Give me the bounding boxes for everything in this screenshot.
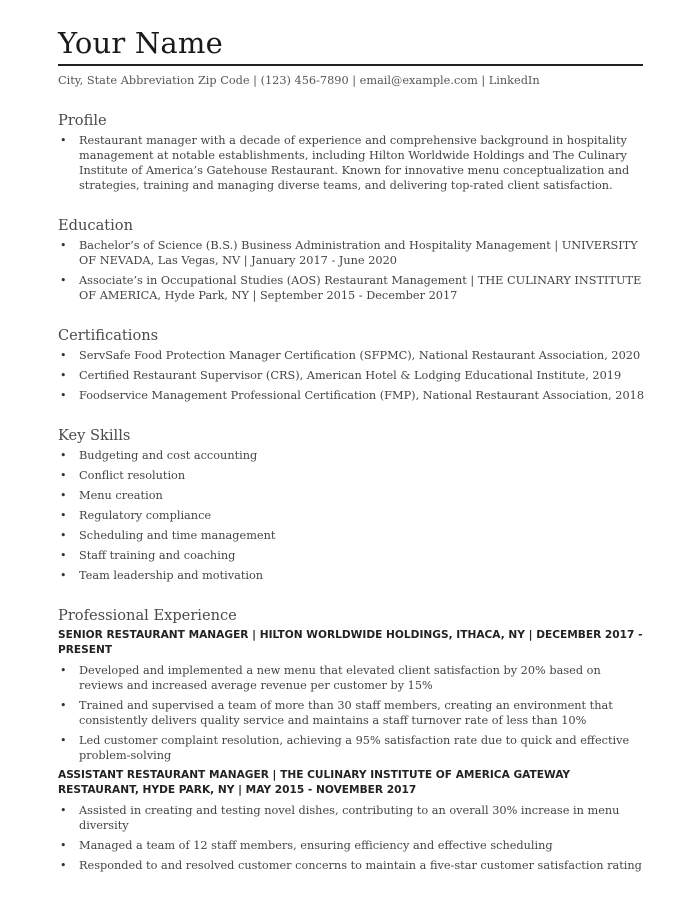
list-item: • Assisted in creating and testing novel dishes, contributing to an overall 30% increase in menu diversity [58,803,648,833]
education-section [58,217,648,308]
list-item: • Managed a team of 12 staff members, ensuring efficiency and effective scheduling [58,838,648,853]
list-item: • Conflict resolution [58,468,648,483]
profile-section [58,112,648,198]
certifications-list [58,348,648,403]
list-item: • Foodservice Management Professional Certification (FMP), National Restaurant Association, 2018 [58,388,648,403]
job-bullets-senior-manager [58,663,648,763]
list-item: • Menu creation [58,488,648,503]
certifications-section [58,327,648,408]
list-item: • Team leadership and motivation [58,568,648,583]
list-item: • Certified Restaurant Supervisor (CRS), American Hotel & Lodging Educational Institute, 2019 [58,368,648,383]
section-title-experience: Professional Experience [58,607,237,624]
header-divider [58,64,643,66]
list-item: • Developed and implemented a new menu that elevated client satisfaction by 20% based on reviews and increased average revenue per customer by 15% [58,663,648,693]
section-title-skills: Key Skills [58,427,131,444]
list-item: • Scheduling and time management [58,528,648,543]
list-item: • Restaurant manager with a decade of experience and comprehensive background in hospitality management at notable establishments, including Hilton Worldwide Holdings and The Culinary Institute of America’s Gatehouse Restaurant. Known for innovative menu conceptualization and strategies, training and managing diverse teams, and delivering top-rated client satisfaction. [58,133,648,193]
profile-list [58,133,648,193]
section-title-profile: Profile [58,112,107,129]
list-item: • Trained and supervised a team of more than 30 staff members, creating an environment that consistently delivers quality service and maintains a staff turnover rate of less than 10% [58,698,648,728]
list-item: • Responded to and resolved customer concerns to maintain a five-star customer satisfaction rating [58,858,648,873]
section-title-education: Education [58,217,133,234]
list-item: • Bachelor’s of Science (B.S.) Business Administration and Hospitality Management | UNIVERSITY OF NEVADA, Las Vegas, NV | January 2017 - June 2020 [58,238,648,268]
contact-line: City, State Abbreviation Zip Code | (123) 456-7890 | email@example.com | LinkedIn [58,74,540,87]
job-bullets-assistant-manager [58,803,648,873]
skills-list [58,448,648,583]
section-title-certifications: Certifications [58,327,159,344]
list-item: • Led customer complaint resolution, achieving a 95% satisfaction rate due to quick and effective problem-solving [58,733,648,763]
list-item: • Associate’s in Occupational Studies (AOS) Restaurant Management | THE CULINARY INSTITUTE OF AMERICA, Hyde Park, NY | September 2015 - December 2017 [58,273,648,303]
list-item: • ServSafe Food Protection Manager Certification (SFPMC), National Restaurant Association, 2020 [58,348,648,363]
job-heading-senior-manager: SENIOR RESTAURANT MANAGER | HILTON WORLDWIDE HOLDINGS, ITHACA, NY | DECEMBER 2017 - PRESENT [58,629,643,656]
list-item: • Regulatory compliance [58,508,648,523]
experience-section [58,607,648,878]
job-heading-assistant-manager: ASSISTANT RESTAURANT MANAGER | THE CULINARY INSTITUTE OF AMERICA GATEWAY RESTAURANT, HYDE PARK, NY | MAY 2015 - NOVEMBER 2017 [58,769,571,796]
education-list [58,238,648,303]
skills-section [58,427,648,588]
resume-name: Your Name [58,26,223,60]
list-item: • Staff training and coaching [58,548,648,563]
list-item: • Budgeting and cost accounting [58,448,648,463]
